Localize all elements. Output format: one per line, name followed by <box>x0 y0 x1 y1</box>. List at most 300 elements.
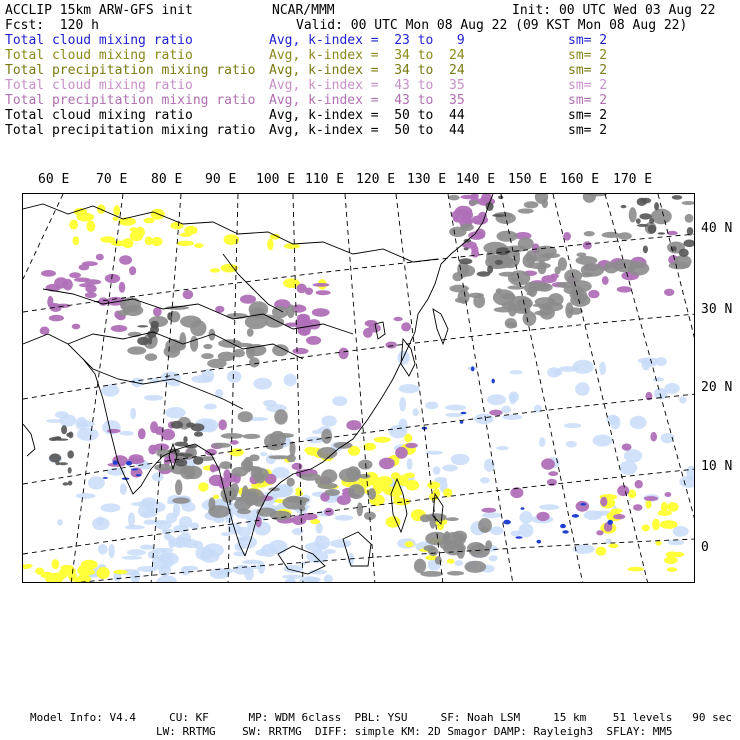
shading-patch <box>68 467 72 473</box>
shading-patch <box>88 476 105 489</box>
shading-patch <box>644 496 658 501</box>
legend-smoothing: sm= 2 <box>568 63 608 78</box>
shading-patch <box>602 232 621 238</box>
shading-patch <box>103 477 108 479</box>
shading-patch <box>160 548 173 553</box>
shading-patch <box>685 214 694 223</box>
shading-patch <box>41 572 54 578</box>
shading-patch <box>584 231 595 236</box>
shading-patch <box>97 567 110 579</box>
longitude-label: 160 E <box>560 172 600 187</box>
shading-patch <box>427 482 440 489</box>
legend-row <box>5 33 735 48</box>
shading-patch <box>433 466 441 474</box>
shading-patch <box>395 447 408 459</box>
shading-patch <box>617 286 633 292</box>
shading-patch <box>131 468 138 470</box>
shading-patch <box>127 346 146 354</box>
shading-patch <box>190 522 199 529</box>
shading-patch <box>218 419 227 430</box>
legend-field-name: Total precipitation mixing ratio <box>5 123 256 138</box>
shading-patch <box>535 297 556 307</box>
shading-patch <box>144 395 164 401</box>
shading-patch <box>126 461 132 466</box>
shading-patch <box>622 444 632 451</box>
shading-patch <box>487 394 506 405</box>
shading-patch <box>565 302 573 318</box>
longitude-label: 150 E <box>508 172 548 187</box>
shading-patch <box>154 464 171 471</box>
shading-patch <box>150 421 158 433</box>
shading-patch <box>325 489 340 496</box>
shading-patch <box>420 514 431 522</box>
shading-patch <box>633 504 642 511</box>
shading-patch <box>583 241 592 249</box>
shading-patch <box>593 435 613 447</box>
shading-patch <box>120 483 127 495</box>
shading-patch <box>165 407 185 418</box>
shading-patch <box>96 517 104 526</box>
shading-patch <box>497 231 518 242</box>
shading-patch <box>621 205 627 208</box>
forecast-map <box>22 193 695 583</box>
shading-patch <box>606 415 619 425</box>
shading-patch <box>405 541 414 547</box>
shading-patch <box>620 461 638 475</box>
shading-patch <box>190 336 198 352</box>
shading-patch <box>183 566 198 571</box>
shading-patch <box>448 195 459 201</box>
legend-smoothing: sm= 2 <box>568 123 608 138</box>
shading-patch <box>368 488 376 500</box>
shading-patch <box>471 246 478 253</box>
shading-patch <box>113 570 127 574</box>
shading-patch <box>641 358 651 371</box>
shading-patch <box>321 429 332 444</box>
shading-patch <box>63 482 69 485</box>
shading-patch <box>636 218 641 224</box>
forecast-hour: Fcst: 120 h <box>5 18 99 33</box>
shading-patch <box>643 246 648 254</box>
shading-patch <box>573 360 594 374</box>
shading-patch <box>507 285 525 289</box>
shading-patch <box>629 207 637 222</box>
legend-k-index-range: Avg, k-index = 50 to 44 <box>269 123 465 138</box>
shading-patch <box>282 496 306 510</box>
shading-patch <box>442 532 466 547</box>
shading-patch <box>324 508 334 516</box>
longitude-label: 80 E <box>151 172 183 187</box>
shading-patch <box>572 514 579 518</box>
shading-patch <box>96 254 104 261</box>
legend-row <box>5 123 735 138</box>
longitude-label: 130 E <box>407 172 447 187</box>
latitude-label: 10 N <box>701 459 733 474</box>
shading-patch <box>41 270 56 277</box>
shading-patch <box>60 565 73 570</box>
shading-patch <box>128 513 135 527</box>
shading-patch <box>207 359 227 368</box>
shading-patch <box>401 322 411 331</box>
legend-field-name: Total precipitation mixing ratio <box>5 93 256 108</box>
shading-patch <box>316 290 331 295</box>
shading-patch <box>67 450 74 458</box>
shading-patch <box>492 379 495 384</box>
longitude-label: 60 E <box>38 172 70 187</box>
shading-patch <box>247 328 254 337</box>
shading-patch <box>113 217 119 221</box>
shading-patch <box>140 545 154 550</box>
shading-patch <box>108 544 114 558</box>
shading-patch <box>85 292 97 298</box>
shading-patch <box>639 213 651 219</box>
longitude-label: 140 E <box>456 172 496 187</box>
shading-patch <box>260 452 267 456</box>
shading-patch <box>185 466 203 479</box>
shading-patch <box>249 357 260 367</box>
longitude-label: 90 E <box>205 172 237 187</box>
shading-patch <box>348 484 365 499</box>
shading-patch <box>529 255 551 262</box>
shading-patch <box>61 425 67 434</box>
shading-patch <box>161 372 181 384</box>
shading-patch <box>492 214 505 217</box>
shading-patch <box>243 434 261 439</box>
shading-patch <box>55 461 59 465</box>
shading-patch <box>316 535 322 540</box>
shading-patch <box>263 400 277 407</box>
shading-patch <box>176 241 194 246</box>
legend-smoothing: sm= 2 <box>568 33 608 48</box>
shading-patch <box>68 481 73 486</box>
shading-patch <box>541 458 555 469</box>
latitude-label: 40 N <box>701 221 733 236</box>
shading-patch <box>449 227 466 237</box>
shading-patch <box>442 465 457 472</box>
shading-patch <box>475 229 486 239</box>
shading-patch <box>437 521 444 530</box>
shading-patch <box>72 324 81 330</box>
shading-patch <box>292 348 308 354</box>
shading-patch <box>451 454 470 465</box>
shading-patch <box>519 523 534 537</box>
shading-patch <box>210 464 217 472</box>
shading-patch <box>113 461 118 465</box>
shading-patch <box>474 414 493 425</box>
shading-patch <box>407 458 413 470</box>
shading-patch <box>194 431 203 436</box>
shading-patch <box>405 443 417 448</box>
shading-patch <box>144 218 155 224</box>
shading-patch <box>480 477 490 483</box>
shading-patch <box>156 575 177 583</box>
shading-patch <box>219 461 232 469</box>
shading-patch <box>679 249 689 257</box>
shading-patch <box>183 290 194 299</box>
shading-patch <box>599 362 606 375</box>
shading-patch <box>534 310 552 315</box>
shading-patch <box>667 567 677 572</box>
shading-patch <box>368 324 380 333</box>
shading-patch <box>145 353 157 361</box>
shading-patch <box>125 525 145 530</box>
shading-patch <box>575 382 590 396</box>
shading-patch <box>600 497 607 507</box>
shading-patch <box>182 539 198 548</box>
shading-patch <box>624 449 642 462</box>
shading-patch <box>478 518 492 533</box>
shading-patch <box>339 468 361 482</box>
shading-patch <box>269 540 288 554</box>
latitude-label: 20 N <box>701 380 733 395</box>
shading-patch <box>425 451 443 455</box>
shading-patch <box>584 510 602 520</box>
shading-patch <box>191 423 205 431</box>
shading-patch <box>494 307 514 313</box>
shading-patch <box>107 429 121 433</box>
shading-patch <box>137 337 149 346</box>
shading-patch <box>548 471 558 476</box>
shading-patch <box>531 282 550 291</box>
shading-patch <box>305 542 326 551</box>
shading-patch <box>377 476 393 486</box>
shading-patch <box>253 500 264 507</box>
shading-patch <box>193 456 203 464</box>
shading-patch <box>180 233 192 237</box>
shading-patch <box>445 405 466 411</box>
shading-patch <box>489 410 502 416</box>
shading-patch <box>170 222 183 230</box>
shading-patch <box>292 463 303 470</box>
model-info-line2: LW: RRTMG SW: RRTMG DIFF: simple KM: 2D Smagor DAMP: Rayleigh3 SFLAY: MM5 <box>156 725 673 738</box>
shading-patch <box>412 408 418 416</box>
shading-patch <box>119 431 133 436</box>
shading-patch <box>645 500 651 509</box>
shading-patch <box>583 194 596 203</box>
shading-patch <box>82 261 98 266</box>
shading-patch <box>510 487 523 498</box>
init-time: Init: 00 UTC Wed 03 Aug 22 <box>512 3 716 18</box>
map-canvas <box>23 194 695 583</box>
legend-smoothing: sm= 2 <box>568 78 608 93</box>
shading-patch <box>227 371 242 383</box>
shading-patch <box>221 264 238 273</box>
shading-patch <box>191 375 212 383</box>
shading-patch <box>73 236 80 245</box>
shading-patch <box>200 550 220 562</box>
shading-patch <box>495 260 503 265</box>
legend-row <box>5 78 735 93</box>
shading-patch <box>202 419 219 433</box>
shading-patch <box>256 516 262 527</box>
shading-patch <box>321 416 336 427</box>
legend-k-index-range: Avg, k-index = 43 to 35 <box>269 93 465 108</box>
shading-patch <box>55 411 68 418</box>
shading-patch <box>129 266 136 275</box>
shading-patch <box>446 517 459 521</box>
shading-patch <box>588 290 599 298</box>
shading-patch <box>683 240 695 248</box>
shading-patch <box>171 421 183 429</box>
shading-patch <box>176 460 184 463</box>
shading-patch <box>312 430 322 434</box>
shading-patch <box>576 501 590 512</box>
shading-patch <box>391 472 400 479</box>
shading-patch <box>213 495 219 499</box>
shading-patch <box>208 497 215 511</box>
shading-patch <box>618 232 632 240</box>
shading-patch <box>69 220 78 230</box>
shading-patch <box>511 322 517 328</box>
shading-patch <box>602 276 609 285</box>
shading-patch <box>635 480 643 489</box>
shading-patch <box>664 556 678 564</box>
shading-patch <box>164 345 181 358</box>
longitude-label: 100 E <box>256 172 296 187</box>
longitude-label: 70 E <box>96 172 128 187</box>
longitude-label: 120 E <box>356 172 396 187</box>
shading-patch <box>536 512 549 521</box>
legend-k-index-range: Avg, k-index = 34 to 24 <box>269 63 465 78</box>
shading-patch <box>330 539 351 548</box>
shading-patch <box>628 567 644 572</box>
shading-patch <box>394 317 403 321</box>
shading-patch <box>58 570 68 579</box>
shading-patch <box>613 514 625 519</box>
shading-patch <box>630 416 647 429</box>
shading-patch <box>487 265 493 273</box>
shading-patch <box>150 321 159 329</box>
shading-patch <box>55 436 61 439</box>
shading-patch <box>346 420 361 430</box>
legend-row <box>5 93 735 108</box>
shading-patch <box>287 454 296 462</box>
shading-patch <box>238 411 253 422</box>
shading-patch <box>468 293 484 298</box>
shading-patch <box>85 279 102 284</box>
legend-k-index-range: Avg, k-index = 34 to 24 <box>269 48 465 63</box>
latitude-label: 30 N <box>701 302 733 317</box>
shading-patch <box>660 520 678 529</box>
shading-patch <box>190 320 206 336</box>
shading-patch <box>562 530 568 533</box>
shading-patch <box>610 509 622 513</box>
legend-row <box>5 108 735 123</box>
shading-patch <box>682 201 695 205</box>
shading-patch <box>527 292 534 296</box>
shading-patch <box>144 519 156 524</box>
shading-patch <box>100 503 120 512</box>
shading-patch <box>668 540 684 546</box>
shading-patch <box>496 247 510 255</box>
shading-patch <box>537 540 542 544</box>
shading-patch <box>324 575 333 584</box>
shading-patch <box>637 224 649 227</box>
shading-patch <box>332 396 347 406</box>
shading-patch <box>52 559 60 569</box>
longitude-label: 110 E <box>305 172 345 187</box>
shading-patch <box>201 353 214 359</box>
legend-smoothing: sm= 2 <box>568 108 608 123</box>
shading-patch <box>221 532 231 536</box>
shading-patch <box>300 473 321 481</box>
shading-patch <box>454 560 463 566</box>
shading-patch <box>203 344 212 349</box>
legend-field-name: Total cloud mixing ratio <box>5 48 193 63</box>
shading-patch <box>386 342 397 349</box>
shading-patch <box>295 492 303 496</box>
shading-patch <box>628 262 649 276</box>
shading-patch <box>69 272 81 278</box>
shading-patch <box>652 519 660 531</box>
shading-patch <box>539 437 545 447</box>
shading-patch <box>130 408 136 420</box>
shading-patch <box>86 221 95 232</box>
shading-patch <box>425 402 438 410</box>
shading-patch <box>155 520 172 529</box>
shading-patch <box>389 425 407 438</box>
shading-patch <box>358 460 372 470</box>
shading-patch <box>374 437 391 443</box>
shading-patch <box>580 503 586 506</box>
shading-patch <box>489 555 498 561</box>
legend-row <box>5 48 735 63</box>
shading-patch <box>121 556 142 560</box>
shading-patch <box>175 479 182 495</box>
shading-patch <box>305 288 313 295</box>
shading-patch <box>249 454 260 461</box>
shading-patch <box>460 195 477 200</box>
shading-patch <box>274 409 288 424</box>
shading-patch <box>570 280 592 292</box>
shading-patch <box>313 283 330 287</box>
legend-smoothing: sm= 2 <box>568 93 608 108</box>
shading-patch <box>287 478 295 487</box>
shading-patch <box>445 413 463 417</box>
shading-patch <box>127 549 146 555</box>
shading-patch <box>233 565 251 575</box>
shading-patch <box>509 392 519 403</box>
shading-patch <box>482 512 502 518</box>
shading-patch <box>424 545 436 551</box>
shading-patch <box>54 277 68 288</box>
shading-patch <box>566 441 577 448</box>
shading-patch <box>289 441 295 456</box>
legend-k-index-range: Avg, k-index = 43 to 35 <box>269 78 465 93</box>
shading-patch <box>564 423 582 428</box>
shading-patch <box>234 343 254 347</box>
shading-patch <box>460 421 464 424</box>
shading-patch <box>658 232 666 235</box>
shading-patch <box>604 262 619 273</box>
shading-patch <box>298 316 311 326</box>
shading-patch <box>77 565 91 576</box>
shading-patch <box>461 412 467 414</box>
shading-patch <box>57 519 63 525</box>
shading-patch <box>145 502 166 513</box>
shading-patch <box>653 377 664 381</box>
shading-patch <box>628 490 636 499</box>
shading-patch <box>452 272 462 281</box>
shading-patch <box>539 504 559 510</box>
shading-patch <box>399 384 420 393</box>
shading-patch <box>654 202 659 210</box>
shading-patch <box>449 285 469 293</box>
shading-patch <box>573 544 595 553</box>
shading-patch <box>469 200 479 205</box>
shading-patch <box>596 530 603 535</box>
producer-label: NCAR/MMM <box>272 3 335 18</box>
